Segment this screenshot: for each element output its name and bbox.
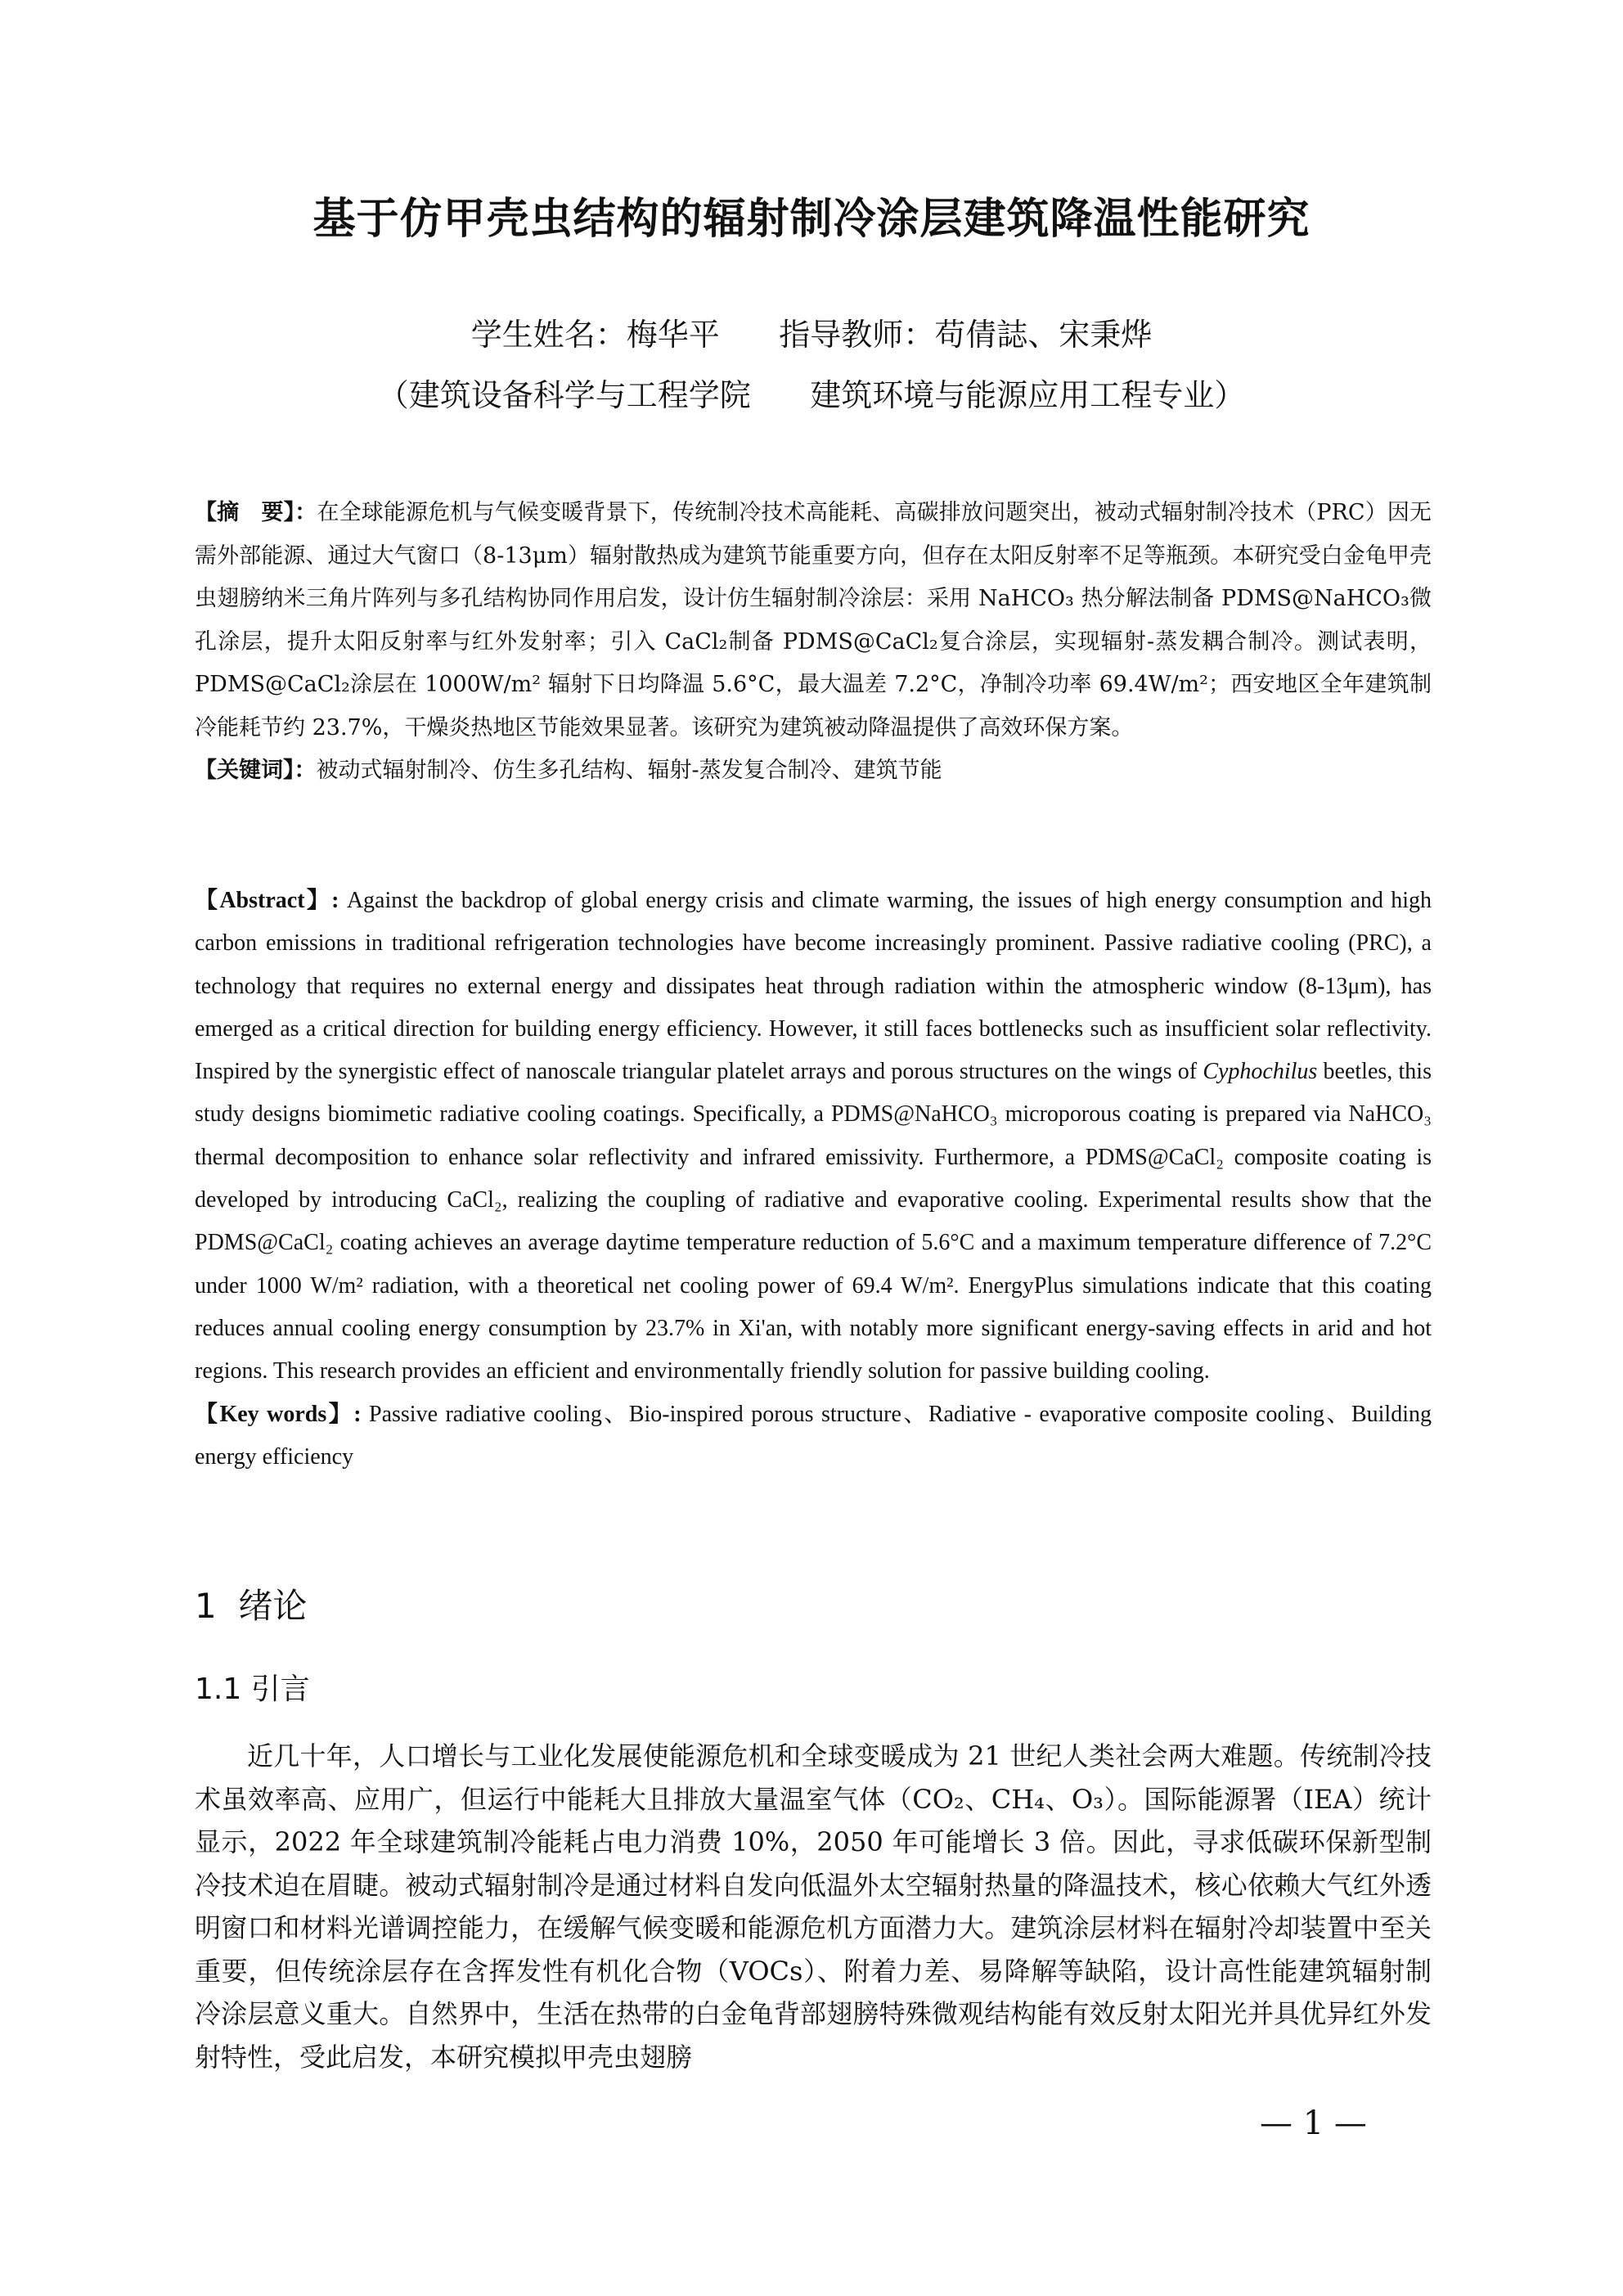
section-1-1-heading: 1.1 引言	[195, 1672, 310, 1706]
author-line: 学生姓名：梅华平 指导教师：苟倩誌、宋秉烨	[470, 317, 1153, 353]
keywords-cn-label: 【关键词】：	[195, 758, 317, 783]
keywords-cn	[195, 750, 1432, 793]
affiliation-line: （建筑设备科学与工程学院 建筑环境与能源应用工程专业）	[377, 377, 1246, 413]
abstract-en-text-2: beetles, this study designs biomimetic radiative cooling coatings. Specifically, a PDMS@NaHCO₃ microporous coating is prepared via NaHCO₃ thermal decomposition to enhance solar reflectivity and infrared emissivity. Furthermore, a PDMS@CaCl₂ composite coating is developed by introducing CaCl₂, realizing the coupling of radiative and evaporative cooling. Experimental results show that the PDMS@CaCl₂ coating achieves an average daytime temperature reduction of 5.6°C and a maximum temperature difference of 7.2°C under 1000 W/m² radiation, with a theoretical net cooling power of 69.4 W/m². EnergyPlus simulations indicate that this coating reduces annual cooling energy consumption by 23.7% in Xi'an, with notably more significant energy-saving effects in arid and hot regions. This research provides an efficient and environmentally friendly solution for passive building cooling.	[195, 1059, 1432, 1384]
abstract-en-block	[195, 880, 1432, 1479]
keywords-cn-text: 被动式辐射制冷、仿生多孔结构、辐射-蒸发复合制冷、建筑节能	[316, 758, 942, 783]
keywords-en-text: Passive radiative cooling、Bio-inspired porous structure、Radiative - evaporative composite cooling、Building energy efficiency	[195, 1401, 1432, 1470]
page-number: — 1 —	[1260, 2105, 1367, 2142]
paper-title: 基于仿甲壳虫结构的辐射制冷涂层建筑降温性能研究	[312, 195, 1311, 244]
abstract-en	[195, 880, 1432, 1393]
abstract-en-text-1: Against the backdrop of global energy crisis and climate warming, the issues of high energy consumption and high carbon emissions in traditional refrigeration technologies have become increasingly prominent. Passive radiative cooling (PRC), a technology that requires no external energy and dissipates heat through radiation within the atmospheric window (8-13μm), has emerged as a critical direction for building energy efficiency. However, it still faces bottlenecks such as insufficient solar reflectivity. Inspired by the synergistic effect of nanoscale triangular platelet arrays and porous structures on the wings of	[195, 888, 1432, 1085]
intro-block	[195, 1735, 1432, 2078]
abstract-en-label: 【Abstract】:	[195, 888, 339, 913]
species-name: Cyphochilus	[1203, 1059, 1318, 1085]
abstract-cn-label: 【摘 要】：	[195, 500, 317, 525]
section-1-heading: 1 绪论	[195, 1586, 308, 1626]
keywords-en-label: 【Key words】:	[195, 1401, 362, 1427]
intro-paragraph: 近几十年，人口增长与工业化发展使能源危机和全球变暖成为 21 世纪人类社会两大难题。传统制冷技术虽效率高、应用广，但运行中能耗大且排放大量温室气体（CO₂、CH₄、O₃）。国际能源署（IEA）统计显示，2022 年全球建筑制冷能耗占电力消费 10%，2050 年可能增长 3 倍。因此，寻求低碳环保新型制冷技术迫在眉睫。被动式辐射制冷是通过材料自发向低温外太空辐射热量的降温技术，核心依赖大气红外透明窗口和材料光谱调控能力，在缓解气候变暖和能源危机方面潜力大。建筑涂层材料在辐射冷却装置中至关重要，但传统涂层存在含挥发性有机化合物（VOCs）、附着力差、易降解等缺陷，设计高性能建筑辐射制冷涂层意义重大。自然界中，生活在热带的白金龟背部翅膀特殊微观结构能有效反射太阳光并具优异红外发射特性，受此启发，本研究模拟甲壳虫翅膀	[195, 1740, 1432, 2073]
abstract-cn-block	[195, 492, 1432, 793]
abstract-cn	[195, 492, 1432, 750]
keywords-en	[195, 1393, 1432, 1479]
abstract-cn-text: 在全球能源危机与气候变暖背景下，传统制冷技术高能耗、高碳排放问题突出，被动式辐射制冷技术（PRC）因无需外部能源、通过大气窗口（8-13μm）辐射散热成为建筑节能重要方向，但存在太阳反射率不足等瓶颈。本研究受白金龟甲壳虫翅膀纳米三角片阵列与多孔结构协同作用启发，设计仿生辐射制冷涂层：采用 NaHCO₃ 热分解法制备 PDMS@NaHCO₃微孔涂层，提升太阳反射率与红外发射率；引入 CaCl₂制备 PDMS@CaCl₂复合涂层，实现辐射-蒸发耦合制冷。测试表明，PDMS@CaCl₂涂层在 1000W/m² 辐射下日均降温 5.6°C，最大温差 7.2°C，净制冷功率 69.4W/m²；西安地区全年建筑制冷能耗节约 23.7%，干燥炎热地区节能效果显著。该研究为建筑被动降温提供了高效环保方案。	[195, 500, 1432, 741]
